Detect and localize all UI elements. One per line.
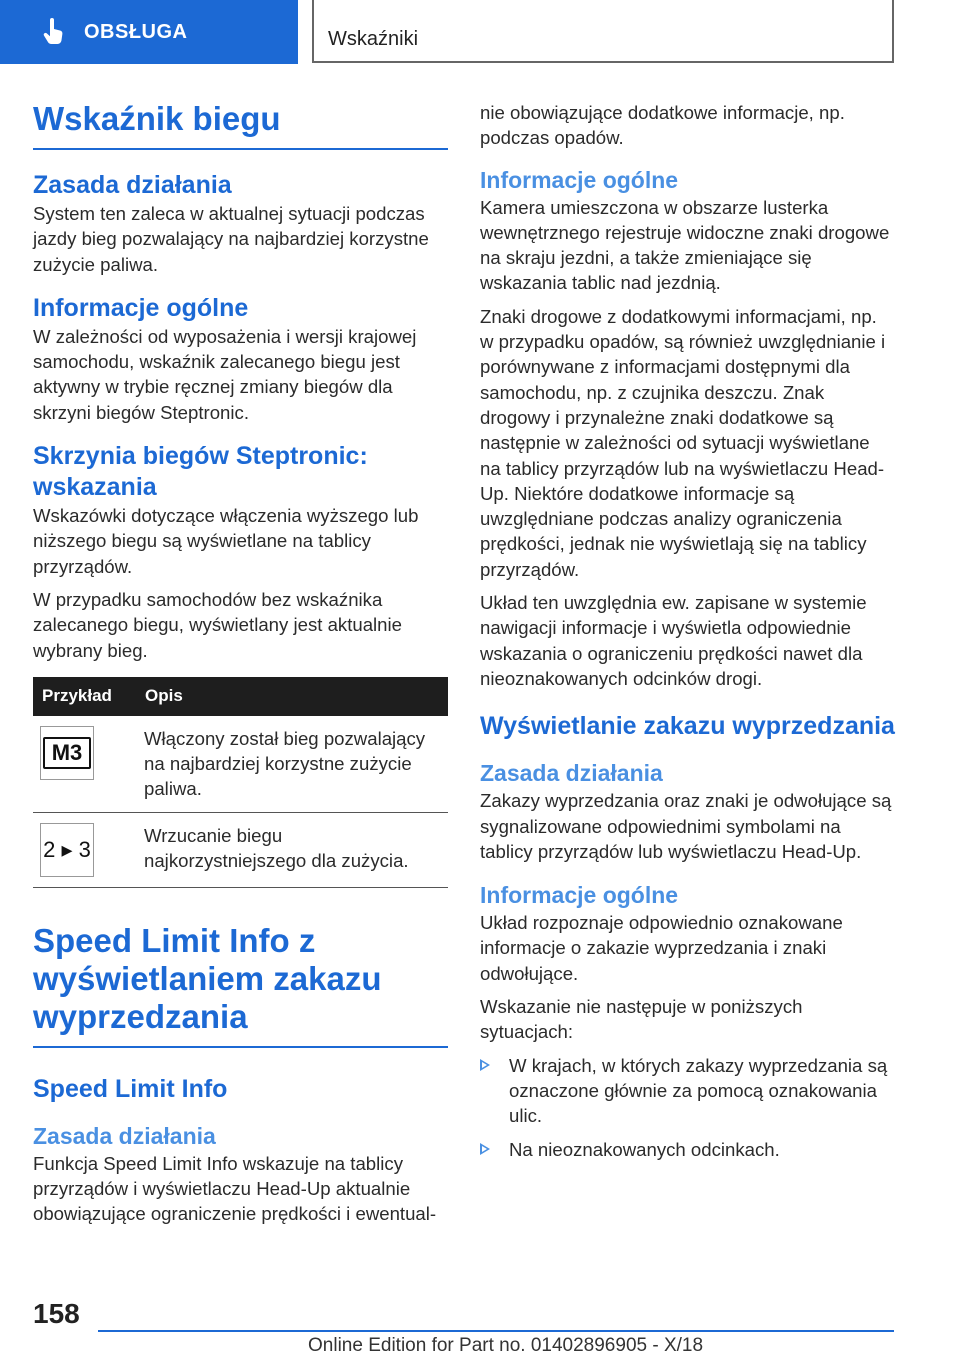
heading-gear-indicator: Wskaźnik biegu bbox=[33, 100, 448, 150]
heading-general: Informacje ogólne bbox=[480, 166, 679, 193]
paragraph: Wskazówki dotyczące włączenia wyższego lub niższego biegu są wyświetlane na tablicy przyrządów. bbox=[33, 505, 419, 577]
table-row bbox=[33, 812, 448, 887]
paragraph: Znaki drogowe z dodatkowymi informacjami, np. w przypadku opadów, są również uwzględnianie i porównywane z informacjami dostępnymi dla samochodu, np. z czujnika deszczu. Znak drogowy i przynależne znaki dodatkowe są następnie w zależności od sytuacji wyświetlane na tablicy przyrządów lub na wyświetlaczu Head-Up. Niektóre dodatkowe informacje są uwzględniane podczas analizy ograniczenia prędkości, jednak nie wyświetlają się na tablicy przyrządów. bbox=[480, 305, 886, 580]
list-item: W krajach, w których zakazy wyprzedzania są oznaczone głównie za pomocą oznakowania ulic. bbox=[480, 1053, 895, 1129]
paragraph: W przypadku samochodów bez wskaźnika zalecanego biegu, wyświetlany jest aktualnie wybrany bieg. bbox=[33, 588, 402, 661]
triangle-bullet-icon bbox=[480, 1059, 490, 1071]
table-row bbox=[33, 716, 448, 812]
triangle-bullet-icon bbox=[480, 1143, 490, 1155]
paragraph: nie obowiązujące dodatkowe informacje, np. podczas opadów. bbox=[480, 102, 845, 149]
column-header-example: Przykład bbox=[33, 677, 136, 716]
gear-m3-icon: M3 bbox=[40, 726, 94, 780]
footer-edition: Online Edition for Part no. 01402896905 - X/18 bbox=[308, 1335, 704, 1356]
right-column bbox=[480, 100, 895, 1170]
chapter-title: Wskaźniki bbox=[328, 28, 419, 50]
gear-examples-table bbox=[33, 677, 448, 888]
heading-speed-limit-info: Speed Limit Info z wyświetlaniem zakazu wyprzedzania bbox=[33, 922, 448, 1048]
footer-divider bbox=[98, 1330, 894, 1332]
heading-overtake: Wyświetlanie zakazu wyprzedzania bbox=[480, 712, 895, 741]
page-number: 158 bbox=[33, 1298, 80, 1329]
bullet-list bbox=[480, 1053, 895, 1162]
hand-pointer-icon bbox=[42, 18, 66, 46]
heading-sli: Speed Limit Info bbox=[33, 1074, 228, 1103]
left-column bbox=[33, 100, 448, 1227]
chapter-header bbox=[312, 0, 894, 63]
section-tab[interactable] bbox=[0, 0, 298, 64]
section-label: OBSŁUGA bbox=[84, 20, 188, 43]
heading-principle: Zasada działania bbox=[480, 760, 663, 787]
paragraph: Zakazy wyprzedzania oraz znaki je odwołujące są sygnalizowane odpowiednimi symbolami na tablicy przyrządów lub wyświetlaczu Head-Up. bbox=[480, 790, 892, 862]
heading-general: Informacje ogólne bbox=[33, 293, 249, 322]
paragraph: Funkcja Speed Limit Info wskazuje na tablicy przyrządów i wyświetlaczu Head-Up aktualnie obowiązujące ograniczenie prędkości i ewentual- bbox=[33, 1152, 437, 1225]
paragraph: Wskazanie nie następuje w poniższych sytuacjach: bbox=[480, 996, 803, 1043]
list-item: Na nieoznakowanych odcinkach. bbox=[480, 1137, 895, 1162]
heading-principle: Zasada działania bbox=[33, 1122, 216, 1149]
heading-general: Informacje ogólne bbox=[480, 882, 679, 909]
heading-steptronic: Skrzynia biegów Steptronic: wskazania bbox=[33, 442, 368, 502]
paragraph: W zależności od wyposażenia i wersji krajowej samochodu, wskaźnik zalecanego biegu jest aktywny w trybie ręcznej zmiany biegów dla skrzyni biegów Steptronic. bbox=[33, 325, 417, 423]
table-cell-description: Włączony został bieg pozwalający na najbardziej korzystne zużycie paliwa. bbox=[136, 716, 448, 812]
gear-shift-up-icon: 2 ▸ 3 bbox=[40, 823, 94, 877]
paragraph: Układ rozpoznaje odpowiednio oznakowane informacje o zakazie wyprzedzania i znaki odwołujące. bbox=[480, 912, 843, 984]
heading-principle: Zasada działania bbox=[33, 171, 232, 199]
column-header-description: Opis bbox=[136, 677, 448, 716]
table-cell-description: Wrzucanie biegu najkorzystniejszego dla zużycia. bbox=[136, 812, 448, 887]
paragraph: Kamera umieszczona w obszarze lusterka wewnętrznego rejestruje widoczne znaki drogowe na skraju jezdni, a także zmieniające się wskazania tablic nad jezdnią. bbox=[480, 196, 890, 294]
paragraph: Układ ten uwzględnia ew. zapisane w systemie nawigacji informacje i wyświetla odpowiednie wskazania o ograniczeniu prędkości nawet dla nieoznakowanych odcinków drogi. bbox=[480, 592, 867, 689]
paragraph: System ten zaleca w aktualnej sytuacji podczas jazdy bieg pozwalający na najbardziej korzystne zużycie paliwa. bbox=[33, 203, 429, 275]
